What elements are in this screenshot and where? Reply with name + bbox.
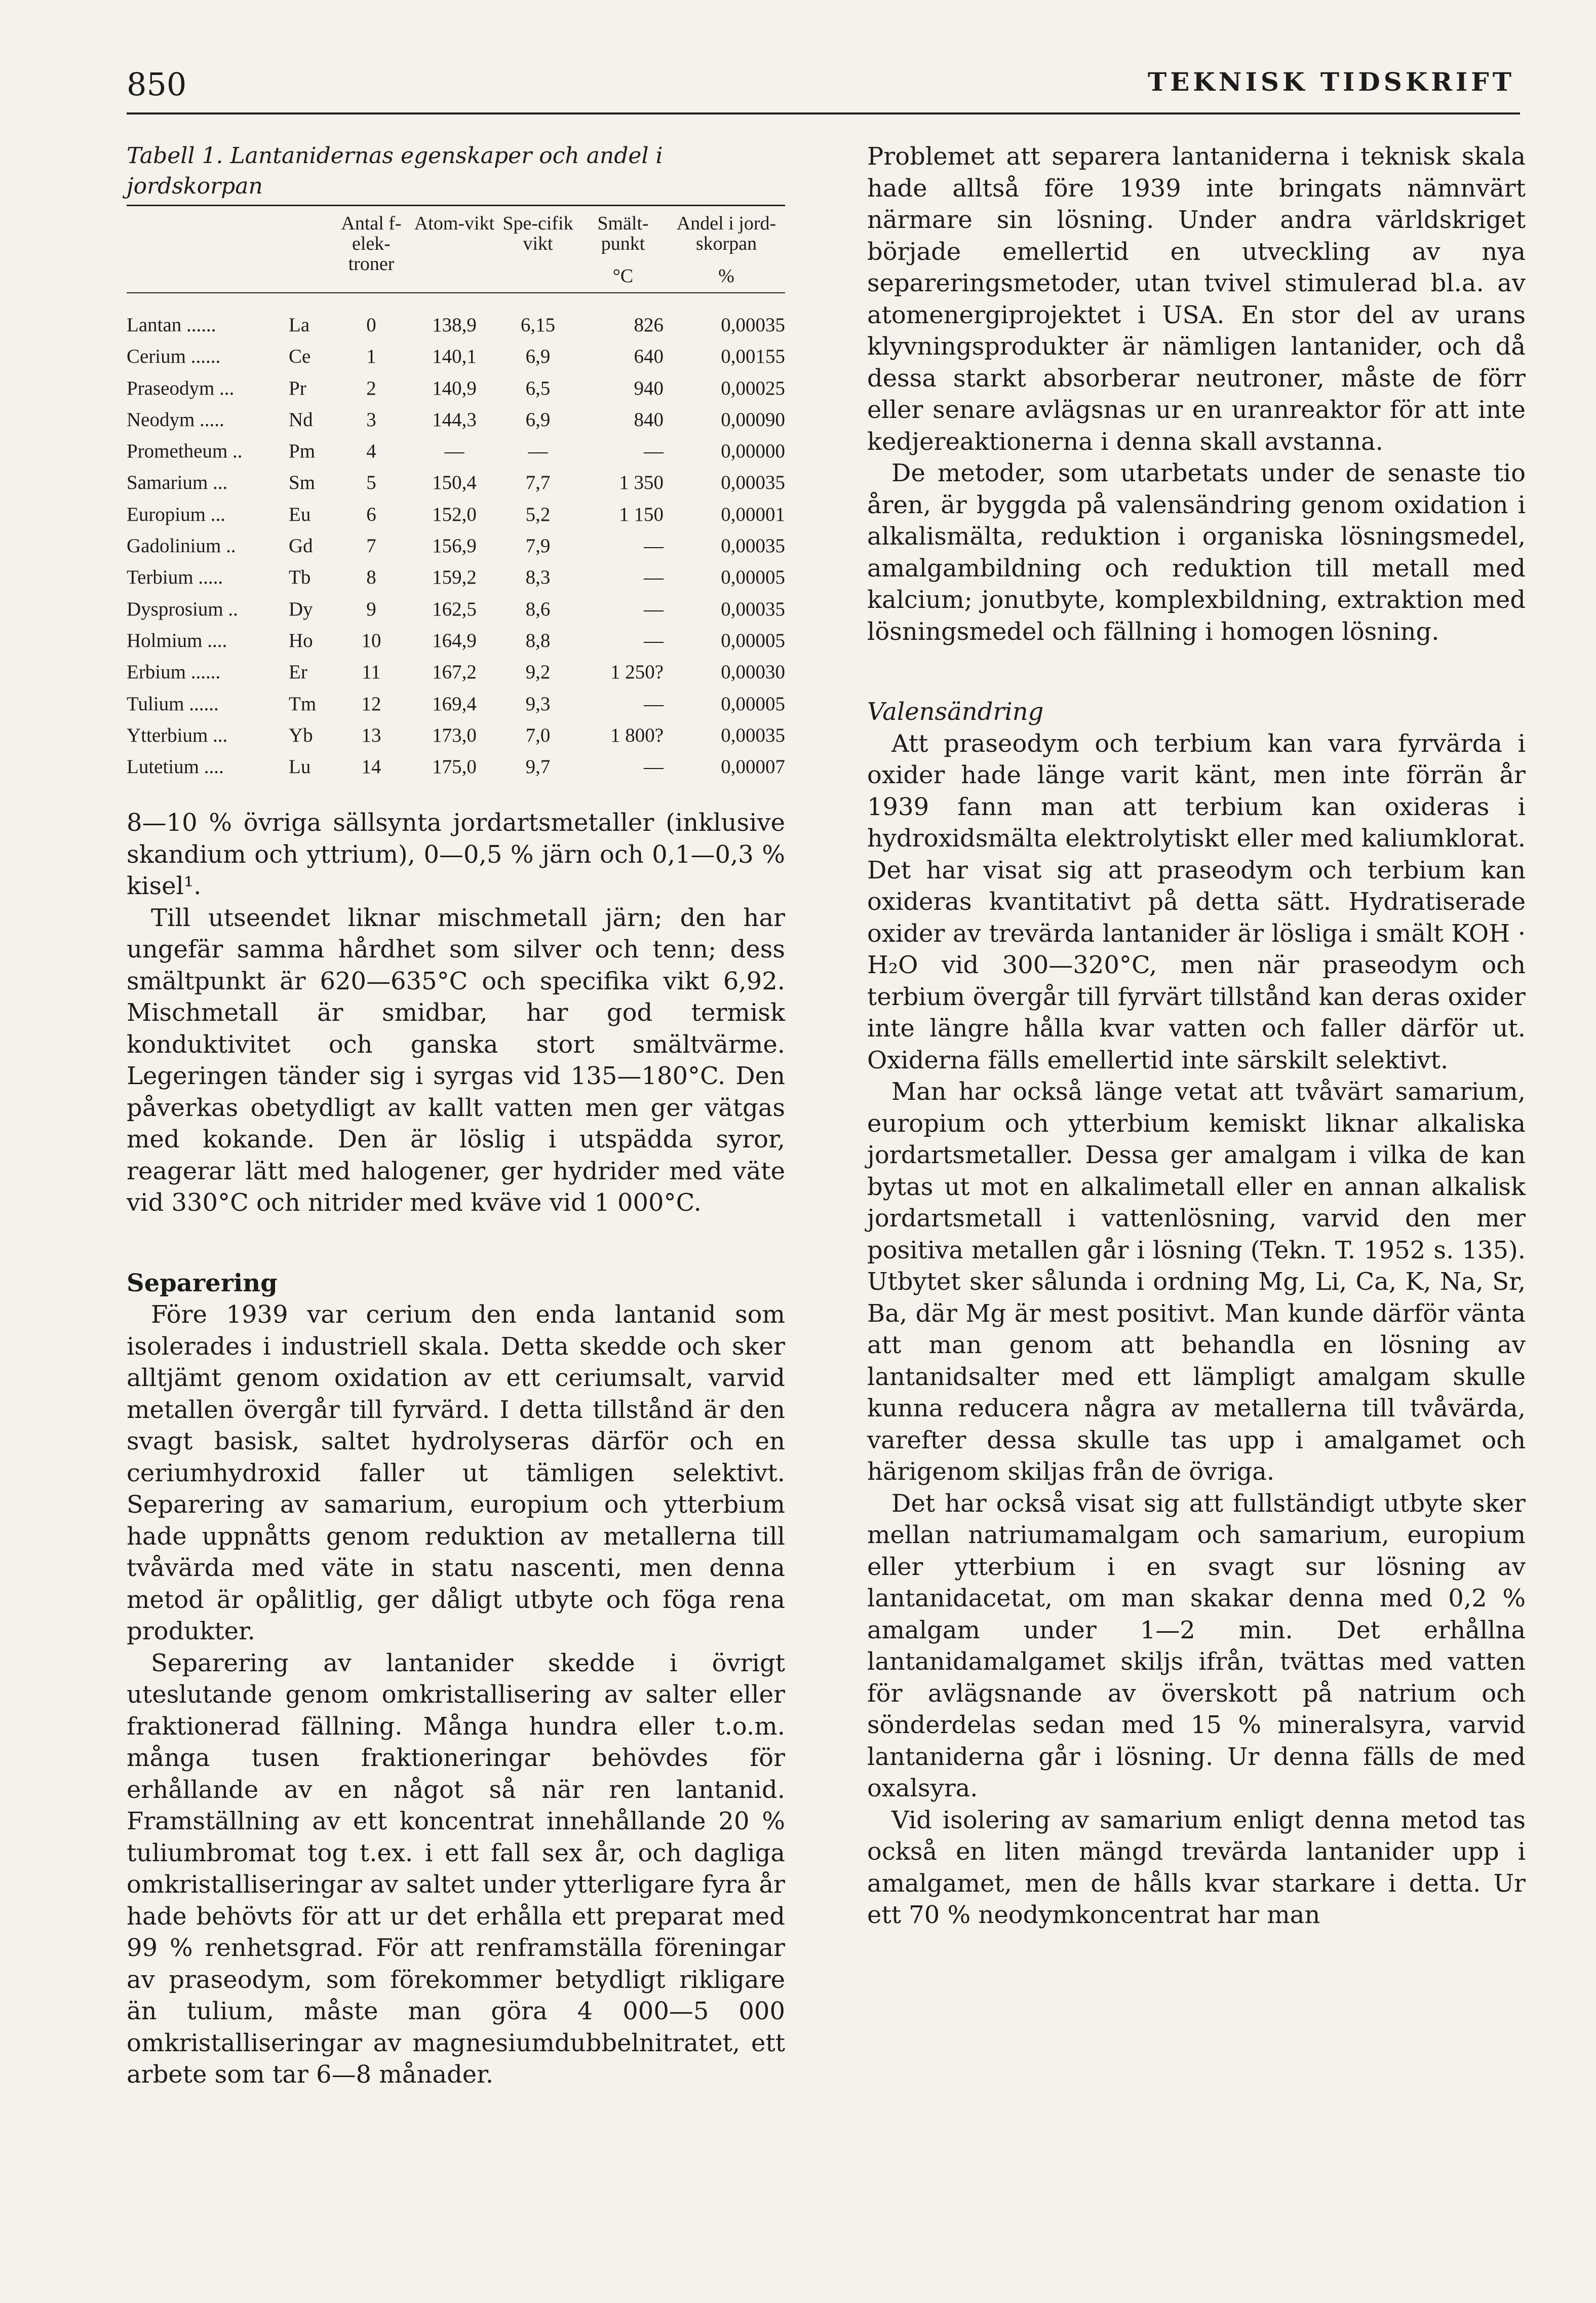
f-electrons-cell: 2 [366,377,376,399]
heading-valensandring: Valensändring [867,698,1044,726]
element-symbol-cell: Gd [289,535,313,557]
element-name-cell: Ytterbium ... [127,724,228,746]
element-name-cell: Lantan ...... [127,314,216,336]
left-paragraph-2: Till utseendet liknar mischmetall järn; den har ungefär samma hårdhet som silver och tenn; dess smältpunkt är 620—635°C och specifika vikt 6,92. Mischmetall är smidbar, har god termisk konduktivitet och ganska stort smältvärme. Legeringen tänder sig i syrgas vid 135—180°C. Den påverkas obetydligt av kallt vatten men ger vätgas med kokande. Den är löslig i utspädda syror, reagerar lätt med halogener, ger hydrider med väte vid 330°C och nitrider med kväve vid 1 000°C. [127,903,785,1217]
melting-point-cell: 940 [634,377,664,399]
table-row [127,594,785,625]
element-name-cell: Europium ... [127,503,225,525]
heading-separering: Separering [127,1269,278,1297]
table-row [127,293,785,341]
atomic-weight-cell: 164,9 [432,629,477,651]
element-name-cell: Terbium ..... [127,566,223,589]
element-name-cell: Holmium .... [127,629,227,651]
melting-point-cell: 1 250? [610,661,664,683]
f-electrons-cell: 12 [361,693,381,715]
specific-gravity-cell: 5,2 [525,503,551,525]
f-electrons-cell: 3 [366,408,376,431]
melting-unit: °C [612,265,634,287]
atomic-weight-cell: 173,0 [432,724,477,746]
journal-title: TEKNISK TIDSKRIFT [1147,67,1515,97]
atomic-weight-cell: 162,5 [432,598,477,620]
page-header [0,0,1596,117]
specific-gravity-cell: 6,5 [525,377,551,399]
atomic-weight-cell: 138,9 [432,314,477,336]
element-symbol-cell: Nd [289,408,313,431]
specific-gravity-cell: 6,9 [525,408,551,431]
element-name-cell: Prometheum .. [127,440,243,463]
right-paragraph-4: Man har också länge vetat att tvåvärt samarium, europium och ytterbium kemiskt liknar alkaliska jordartsmetaller. Dessa ger amalgam i vilka de kan bytas ut mot en alkalimetall eller en annan alkalisk jordartsmetall i vattenlösning, varvid den mer positiva metallen går i lösning (Tekn. T. 1952 s. 135). Utbytet sker sålunda i ordning Mg, Li, Ca, K, Na, Sr, Ba, där Mg är mest positivt. Man kunde därför vänta att man genom att behandla en lösning av lantanidsalter med ett lämpligt amalgam skulle kunna reducera några av metallerna till tvåvärda, varefter dessa skulle tas upp i amalgamet och härigenom skiljas från de övriga. [867,1078,1526,1486]
element-name-cell: Lutetium .... [127,756,224,778]
table-row [127,341,785,372]
atomic-weight-cell: 144,3 [432,408,477,431]
specific-gravity-cell: 7,0 [525,724,551,746]
crust-abundance-cell: 0,00005 [721,566,785,589]
melting-point-cell: 1 150 [619,503,664,525]
melting-point-cell: 840 [634,408,664,431]
table-row [127,436,785,467]
atomic-weight-cell: 140,1 [432,346,477,368]
element-name-cell: Cerium ...... [127,346,221,368]
atomic-weight-cell: 169,4 [432,693,477,715]
header-specific-gravity: Spe-cifik vikt [502,213,573,254]
melting-point-cell: — [644,440,664,463]
page-number: 850 [127,66,187,103]
header-blank-symbol [289,209,331,293]
element-symbol-cell: Sm [289,472,316,494]
table-row [127,373,785,404]
table-row [127,688,785,720]
table-row [127,404,785,436]
right-paragraph-5: Det har också visat sig att fullständigt utbyte sker mellan natriumamalgam och samarium, europium eller ytterbium i en svagt sur lösning av lantanidacetat, om man skakar denna med 0,2 % amalgam under 1—2 min. Det erhållna lantanidamalgamet skiljs ifrån, tvättas med vatten för avlägsnande av överskott på natrium och sönderdelas sedan med 15 % mineralsyra, varvid lantaniderna går i lösning. Ur denna fälls de med oxalsyra. [867,1489,1526,1802]
f-electrons-cell: 9 [366,598,376,620]
left-column [127,141,785,2091]
specific-gravity-cell: 8,6 [525,598,551,620]
left-paragraph-4: Separering av lantanider skedde i övrigt uteslutande genom omkristallisering av salter eller fraktionerad fällning. Många hundra eller t.o.m. många tusen fraktioneringar behövdes för erhållande av en något så när ren lantanid. Framställning av ett koncentrat innehållande 20 % tuliumbromat tog t.ex. i ett fall sex år, och dagliga omkristalliseringar av saltet under ytterligare fyra år hade behövts för att ur det erhålla ett preparat med 99 % renhetsgrad. För att renframställa föreningar av praseodym, som förekommer betydligt rikligare än tulium, måste man göra 4 000—5 000 omkristalliseringar av magnesiumdubbelnitratet, ett arbete som tar 6—8 månader. [127,1648,785,2089]
element-name-cell: Praseodym ... [127,377,235,399]
crust-abundance-cell: 0,00035 [721,314,785,336]
melting-point-cell: — [644,629,664,651]
header-rule [127,112,1520,114]
left-paragraph-1: 8—10 % övriga sällsynta jordartsmetaller (inklusive skandium och yttrium), 0—0,5 % järn och 0,1—0,3 % kisel¹. [127,809,785,901]
right-paragraph-1: Problemet att separera lantaniderna i teknisk skala hade alltså före 1939 inte bringats nämnvärt närmare sin lösning. Under andra världskriget började emellertid en utveckling av nya separeringsmetoder, utan tvivel stimulerad bl.a. av atomenergiprojektet i USA. En stor del av urans klyvningsprodukter är nämligen lantanider, och då dessa starkt absorberar neutroner, måste de förr eller senare avlägsnas ur en uranreaktor för att inte kedjereaktionerna i denna skall avstanna. [867,142,1526,456]
crust-abundance-cell: 0,00155 [721,346,785,368]
right-paragraph-6: Vid isolering av samarium enligt denna metod tas också en liten mängd trevärda lantanider upp i amalgamet, men de hålls kvar starkare i detta. Ur ett 70 % neodymkoncentrat har man [867,1806,1526,1929]
right-paragraph-3: Att praseodym och terbium kan vara fyrvärda i oxider hade länge varit känt, men inte förrän år 1939 fann man att terbium kan oxideras i hydroxidsmälta elektrolytiskt eller med kaliumklorat. Det har visat sig att praseodym och terbium kan oxideras kvantitativt på detta sätt. Hydratiserade oxider av trevärda lantanider är lösliga i smält KOH · H₂O vid 300—320°C, men när praseodym och terbium övergår till fyrvärt tillstånd kan deras oxider inte längre hålla kvar vatten och faller därför ut. Oxiderna fälls emellertid inte särskilt selektivt. [867,729,1526,1074]
f-electrons-cell: 10 [361,629,381,651]
atomic-weight-cell: 159,2 [432,566,477,589]
f-electrons-cell: 11 [362,661,381,683]
crust-abundance-cell: 0,00035 [721,598,785,620]
element-symbol-cell: Tm [289,693,317,715]
element-name-cell: Erbium ...... [127,661,221,683]
element-symbol-cell: Pm [289,440,316,463]
crust-abundance-cell: 0,00090 [721,408,785,431]
element-symbol-cell: Ho [289,629,313,651]
melting-point-cell: — [644,535,664,557]
crust-abundance-cell: 0,00005 [721,629,785,651]
table-row [127,562,785,593]
melting-point-cell: — [644,598,664,620]
abundance-unit: % [718,265,734,287]
table-top-rule [127,205,785,206]
element-symbol-cell: Ce [289,346,311,368]
table-row [127,499,785,530]
crust-abundance-cell: 0,00035 [721,724,785,746]
f-electrons-cell: 4 [366,440,376,463]
melting-point-cell: 1 350 [619,472,664,494]
table-caption: Tabell 1. Lantanidernas egenskaper och andel i jordskorpan [127,143,663,199]
table-row [127,530,785,562]
crust-abundance-cell: 0,00035 [721,535,785,557]
header-abundance: Andel i jord-skorpan % [668,209,785,293]
melting-point-cell: 1 800? [610,724,664,746]
specific-gravity-cell: 9,7 [525,756,551,778]
header-melting-point: Smält-punkt °C [578,209,668,293]
element-name-cell: Dysprosium .. [127,598,238,620]
crust-abundance-cell: 0,00005 [721,693,785,715]
table-row [127,657,785,688]
element-symbol-cell: Yb [289,724,313,746]
atomic-weight-cell: 152,0 [432,503,477,525]
element-symbol-cell: La [289,314,310,336]
melting-point-cell: 640 [634,346,664,368]
f-electrons-cell: 7 [366,535,376,557]
f-electrons-cell: 6 [366,503,376,525]
element-name-cell: Samarium ... [127,472,228,494]
left-paragraph-3: Före 1939 var cerium den enda lantanid som isolerades i industriell skala. Detta skedde och sker alltjämt genom oxidation av ett ceriumsalt, varvid metallen övergår till fyrvärd. I detta tillstånd är den svagt basisk, saltet hydrolyseras därför och en ceriumhydroxid faller ut tämligen selektivt. Separering av samarium, europium och ytterbium hade uppnåtts genom reduktion av metallerna till tvåvärda med väte in statu nascenti, men denna metod är opålitlig, ger dåligt utbyte och föga rena produkter. [127,1300,785,1646]
melting-point-cell: 826 [634,314,664,336]
crust-abundance-cell: 0,00035 [721,472,785,494]
specific-gravity-cell: 6,9 [525,346,551,368]
specific-gravity-cell: 8,3 [525,566,551,589]
specific-gravity-cell: 9,2 [525,661,551,683]
element-symbol-cell: Lu [289,756,311,778]
table-header-row [127,209,785,293]
header-atomic-weight: Atom-vikt [414,213,495,234]
header-blank-name [127,209,289,293]
atomic-weight-cell: 140,9 [432,377,477,399]
melting-point-cell: — [644,756,664,778]
table-row [127,625,785,657]
element-symbol-cell: Pr [289,377,306,399]
f-electrons-cell: 1 [366,346,376,368]
atomic-weight-cell: 175,0 [432,756,477,778]
f-electrons-cell: 5 [366,472,376,494]
melting-point-cell: — [644,693,664,715]
element-symbol-cell: Er [289,661,307,683]
crust-abundance-cell: 0,00001 [721,503,785,525]
specific-gravity-cell: 8,8 [525,629,551,651]
specific-gravity-cell: 6,15 [520,314,556,336]
element-name-cell: Tulium ...... [127,693,219,715]
atomic-weight-cell: — [444,440,464,463]
specific-gravity-cell: 7,9 [525,535,551,557]
f-electrons-cell: 14 [361,756,381,778]
right-column [867,141,1526,1931]
crust-abundance-cell: 0,00007 [721,756,785,778]
table-row [127,467,785,498]
lanthanide-table [127,209,785,783]
table-row [127,751,785,783]
element-symbol-cell: Tb [289,566,311,589]
crust-abundance-cell: 0,00030 [721,661,785,683]
specific-gravity-cell: 7,7 [525,472,551,494]
atomic-weight-cell: 150,4 [432,472,477,494]
crust-abundance-cell: 0,00000 [721,440,785,463]
header-electrons: Antal f-elek-troner [341,213,402,275]
f-electrons-cell: 0 [366,314,376,336]
f-electrons-cell: 13 [361,724,381,746]
crust-abundance-cell: 0,00025 [721,377,785,399]
element-name-cell: Neodym ..... [127,408,224,431]
right-paragraph-2: De metoder, som utarbetats under de senaste tio åren, är byggda på valensändring genom oxidation i alkalismälta, reduktion i organiska lösningsmedel, amalgambildning och reduktion till metall med kalcium; jonutbyte, komplexbildning, extraktion med lösningsmedel och fällning i homogen lösning. [867,459,1526,646]
specific-gravity-cell: — [528,440,548,463]
table-row [127,720,785,751]
atomic-weight-cell: 156,9 [432,535,477,557]
melting-point-cell: — [644,566,664,589]
specific-gravity-cell: 9,3 [525,693,551,715]
atomic-weight-cell: 167,2 [432,661,477,683]
table-body [127,293,785,783]
element-symbol-cell: Dy [289,598,313,620]
element-symbol-cell: Eu [289,503,311,525]
element-name-cell: Gadolinium .. [127,535,236,557]
f-electrons-cell: 8 [366,566,376,589]
